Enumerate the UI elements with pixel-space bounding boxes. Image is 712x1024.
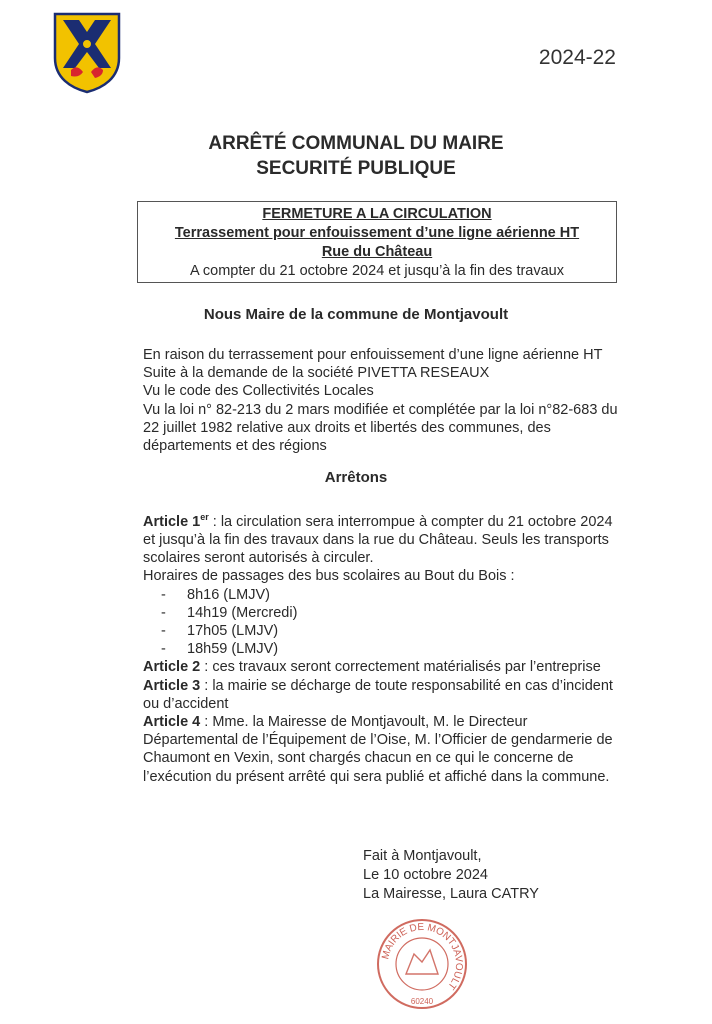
closure-period: A compter du 21 octobre 2024 et jusqu’à la fin des travaux — [189, 263, 564, 279]
article-1-line — [143, 508, 623, 531]
signature-date: Le 10 octobre 2024 — [363, 867, 488, 883]
closure-notice-box — [137, 201, 617, 283]
article-4-text: : Mme. la Mairesse de Montjavoult, M. le Directeur — [200, 714, 528, 731]
article-4-line-4: l’exécution du présent arrêté qui sera publié et affiché dans la commune. — [143, 768, 610, 785]
article-1-sup: er — [200, 512, 209, 522]
schedule-time: 14h19 (Mercredi) — [187, 604, 298, 621]
article-2-text: : ces travaux seront correctement matérialisés par l’entreprise — [200, 659, 601, 676]
article-1-label: Article 1 — [143, 513, 201, 530]
bus-schedule-heading: Horaires de passages des bus scolaires au Bout du Bois : — [143, 568, 515, 585]
article-2-line — [143, 658, 623, 676]
schedule-item: - 8h16 (LMJV) — [161, 586, 271, 603]
schedule-item: - 17h05 (LMJV) — [161, 623, 279, 640]
closure-street: Rue du Château — [321, 244, 433, 260]
article-3-label: Article 3 — [143, 677, 201, 694]
consideration-line: En raison du terrassement pour enfouissement d’une ligne aérienne HT — [143, 347, 603, 363]
article-3-line — [143, 677, 623, 695]
article-4-label: Article 4 — [143, 714, 201, 731]
article-4-line-3: Chaumont en Vexin, sont chargés chacun en ce qui le concerne de — [143, 750, 574, 767]
stamp-postcode: 60240 — [410, 997, 434, 1006]
article-4-line — [143, 713, 623, 731]
schedule-time: 8h16 (LMJV) — [187, 586, 271, 603]
article-1-text: : la circulation sera interrompue à compter du 21 octobre 2024 — [208, 513, 613, 530]
signatory-name: La Mairesse, Laura CATRY — [363, 886, 539, 902]
consideration-line: Vu le code des Collectivités Locales — [143, 383, 374, 400]
mairie-stamp — [376, 918, 468, 1010]
schedule-time: 17h05 (LMJV) — [187, 623, 279, 640]
schedule-time: 18h59 (LMJV) — [187, 641, 279, 658]
signature-block — [363, 847, 539, 904]
consideration-line: départements et des régions — [143, 438, 327, 455]
article-3-line-2: ou d’accident — [143, 695, 229, 712]
arretons-heading: Arrêtons — [324, 469, 388, 486]
articles — [143, 508, 623, 786]
commune-crest-logo — [53, 12, 121, 94]
consideration-line: Vu la loi n° 82-213 du 2 mars modifiée et complétée par la loi n°82-683 du — [143, 401, 618, 418]
article-2-label: Article 2 — [143, 659, 201, 676]
signature-place: Fait à Montjavoult, — [363, 848, 482, 864]
reference-number: 2024-22 — [538, 46, 616, 69]
document-title: ARRÊTÉ COMMUNAL DU MAIRE — [208, 133, 504, 154]
article-4-line-2: Départemental de l’Équipement de l’Oise, M. l’Officier de gendarmerie de — [143, 732, 613, 749]
article-1-line-2: et jusqu’à la fin des travaux dans la rue du Château. Seuls les transports — [143, 532, 609, 549]
consideration-line: Suite à la demande de la société PIVETTA RESEAUX — [143, 365, 490, 382]
consideration-line: 22 juillet 1982 relative aux droits et libertés des communes, des — [143, 419, 551, 436]
article-3-text: : la mairie se décharge de toute responsabilité en cas d’incident — [200, 677, 613, 694]
schedule-item: - 14h19 (Mercredi) — [161, 604, 298, 621]
closure-heading: FERMETURE A LA CIRCULATION — [262, 206, 492, 222]
document-subtitle: SECURITÉ PUBLIQUE — [256, 158, 456, 179]
stamp-text: MAIRIE DE MONTJAVOULT — [380, 921, 465, 992]
mayor-intro: Nous Maire de la commune de Montjavoult — [203, 306, 509, 323]
article-1-line-3: scolaires seront autorisés à circuler. — [143, 550, 374, 567]
considerations — [143, 346, 623, 455]
schedule-item: - 18h59 (LMJV) — [161, 641, 279, 658]
closure-reason: Terrassement pour enfouissement d’une ligne aérienne HT — [174, 225, 580, 241]
